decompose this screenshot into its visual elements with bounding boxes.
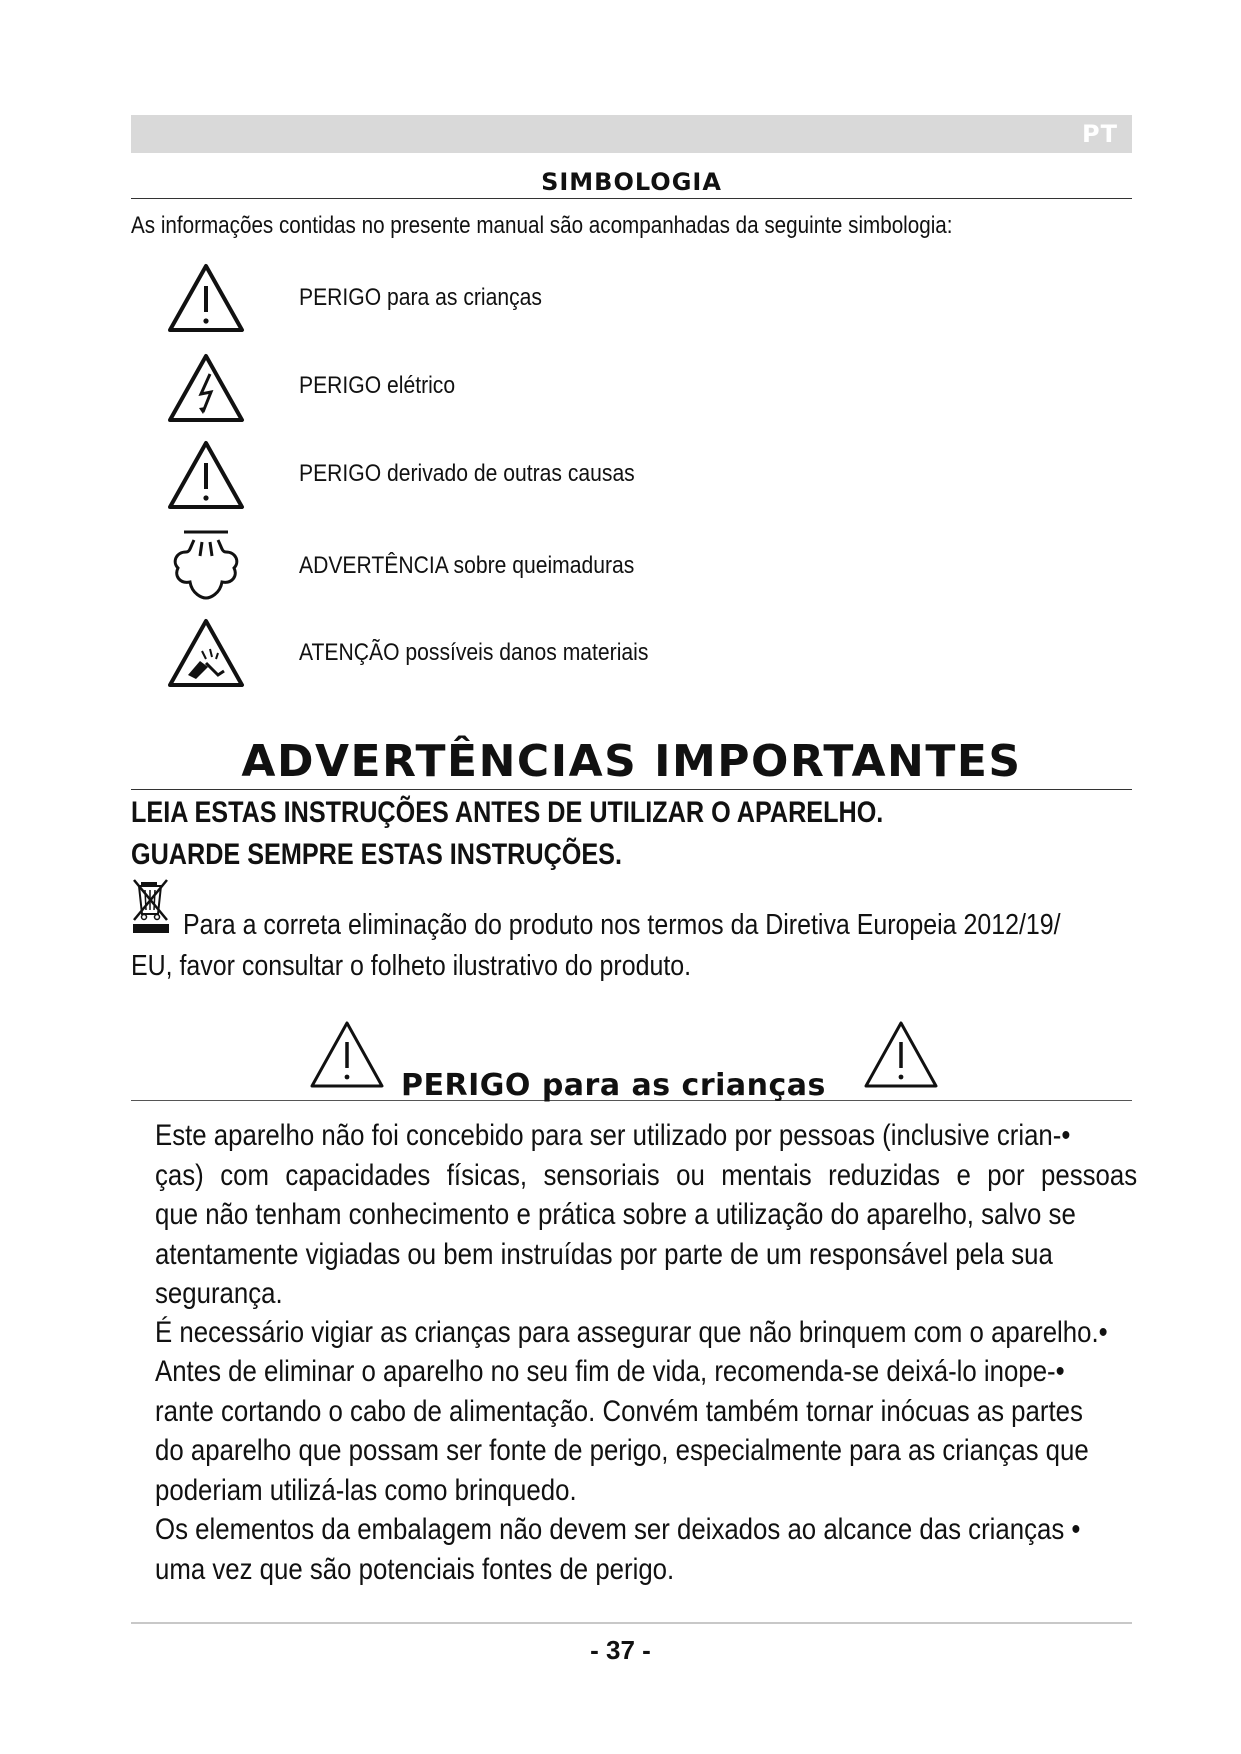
paragraph-line: uma vez que são potenciais fontes de perigo. [155, 1552, 675, 1586]
symbol-row [166, 350, 766, 430]
symbol-label: PERIGO elétrico [299, 372, 456, 399]
paragraph-line: ças) com capacidades físicas, sensoriais ou mentais reduzidas e por pessoas [155, 1158, 1138, 1192]
paragraph-line: rante cortando o cabo de alimentação. Convém também tornar inócuas as partes [155, 1394, 1083, 1428]
symbol-label: ADVERTÊNCIA sobre queimaduras [299, 552, 635, 579]
electric-hazard-icon [166, 350, 246, 428]
instruction-line: GUARDE SEMPRE ESTAS INSTRUÇÕES. [131, 838, 623, 871]
symbol-row [166, 260, 766, 340]
symbol-row [166, 528, 766, 608]
footer-divider [131, 1622, 1132, 1624]
weee-text-line: Para a correta eliminação do produto nos termos da Diretiva Europeia 2012/19/ [183, 909, 1061, 941]
weee-text-line: EU, favor consultar o folheto ilustrativo do produto. [131, 950, 692, 982]
children-danger-heading [131, 1020, 1132, 1101]
language-bar [131, 115, 1132, 153]
warning-icon [863, 1020, 939, 1090]
paragraph [155, 1116, 1137, 1314]
warning-children-icon [166, 260, 246, 338]
paragraph-line: Os elementos da embalagem não devem ser deixados ao alcance das crianças • [155, 1513, 1081, 1546]
symbology-intro: As informações contidas no presente manual são acompanhadas da seguinte simbologia: [131, 212, 953, 239]
page-number: - 37 - [590, 1635, 651, 1665]
material-damage-icon [166, 615, 246, 693]
symbology-title: SIMBOLOGIA [131, 168, 1132, 199]
paragraph-line: segurança. [155, 1277, 283, 1310]
symbol-row [166, 615, 766, 695]
paragraph-line: atentamente vigiadas ou bem instruídas por parte de um responsável pela sua [155, 1237, 1053, 1271]
symbol-label: ATENÇÃO possíveis danos materiais [299, 639, 649, 666]
paragraph-line: que não tenham conhecimento e prática sobre a utilização do aparelho, salvo se [155, 1198, 1076, 1231]
paragraph [155, 1510, 1137, 1589]
warnings-title: ADVERTÊNCIAS IMPORTANTES [131, 736, 1132, 790]
paragraph-line: do aparelho que possam ser fonte de perigo, especialmente para as crianças que [155, 1434, 1089, 1467]
burn-warning-icon [166, 528, 246, 606]
instruction-line: LEIA ESTAS INSTRUÇÕES ANTES DE UTILIZAR O APARELHO. [131, 796, 884, 829]
weee-bin-icon [131, 876, 173, 934]
children-danger-title: PERIGO para as crianças [401, 1068, 826, 1103]
symbol-row [166, 437, 766, 517]
symbol-label: PERIGO derivado de outras causas [299, 460, 635, 487]
paragraph-line: poderiam utilizá-las como brinquedo. [155, 1473, 577, 1507]
paragraph [155, 1352, 1137, 1510]
paragraph-line: É necessário vigiar as crianças para assegurar que não brinquem com o aparelho.• [155, 1316, 1108, 1349]
paragraph-line: Este aparelho não foi concebido para ser utilizado por pessoas (inclusive crian-• [155, 1119, 1071, 1152]
general-warning-icon [166, 437, 246, 515]
language-tag: PT [1082, 120, 1118, 148]
warning-icon [309, 1020, 385, 1090]
paragraph [155, 1313, 1137, 1353]
paragraph-line: Antes de eliminar o aparelho no seu fim de vida, recomenda-se deixá-lo inope-• [155, 1355, 1065, 1388]
symbol-label: PERIGO para as crianças [299, 284, 542, 311]
